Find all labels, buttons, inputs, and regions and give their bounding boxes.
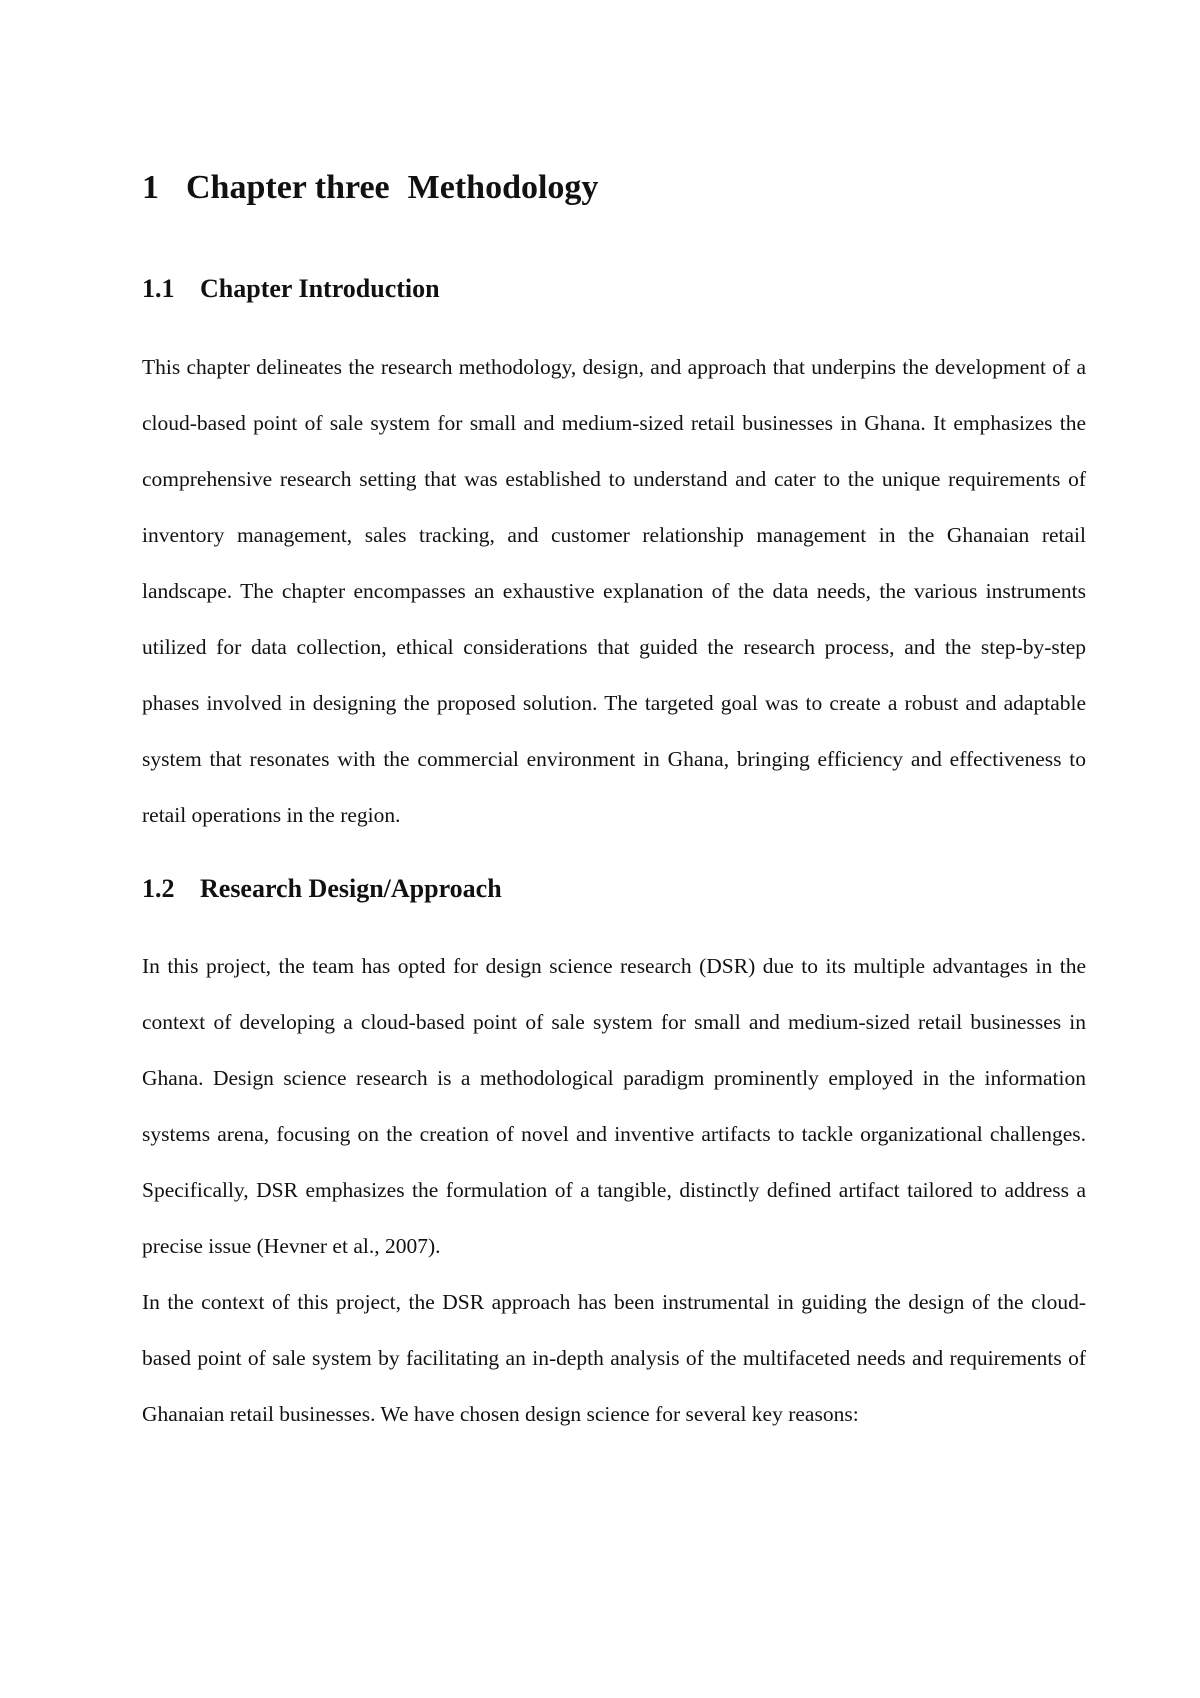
chapter-number: 1 [142,169,159,206]
section-title: Chapter Introduction [200,274,440,303]
chapter-subtitle: Methodology [407,169,599,206]
chapter-title: Chapter three [186,169,390,206]
chapter-heading [142,168,1086,226]
section-heading-research-design [142,873,1086,905]
section-number: 1.1 [142,274,175,303]
section-title: Research Design/Approach [200,874,502,903]
section-number: 1.2 [142,874,175,903]
introduction-paragraph: This chapter delineates the research methodology, design, and approach that underpins the development of a cloud-based point of sale system for small and medium-sized retail businesses in Ghana. It emphasizes the comprehensive research setting that was established to understand and cater to the unique requirements of inventory management, sales tracking, and customer relationship management in the Ghanaian retail landscape. The chapter encompasses an exhaustive explanation of the data needs, the various instruments utilized for data collection, ethical considerations that guided the research process, and the step-by-step phases involved in designing the proposed solution. The targeted goal was to create a robust and adaptable system that resonates with the commercial environment in Ghana, bringing efficiency and effectiveness to retail operations in the region. [142,355,1086,827]
research-design-paragraph-1: In this project, the team has opted for design science research (DSR) due to its multiple advantages in the context of developing a cloud-based point of sale system for small and medium-sized retail businesses in Ghana. Design science research is a methodological paradigm prominently employed in the information systems arena, focusing on the creation of novel and inventive artifacts to tackle organizational challenges. Specifically, DSR emphasizes the formulation of a tangible, distinctly defined artifact tailored to address a precise issue (Hevner et al., 2007). [142,954,1086,1258]
page-content [142,168,1086,1442]
research-design-paragraph-2: In the context of this project, the DSR approach has been instrumental in guiding the design of the cloud-based point of sale system by facilitating an in-depth analysis of the multifaceted needs and requirements of Ghanaian retail businesses. We have chosen design science for several key reasons: [142,1290,1086,1426]
section-heading-introduction [142,273,1086,305]
